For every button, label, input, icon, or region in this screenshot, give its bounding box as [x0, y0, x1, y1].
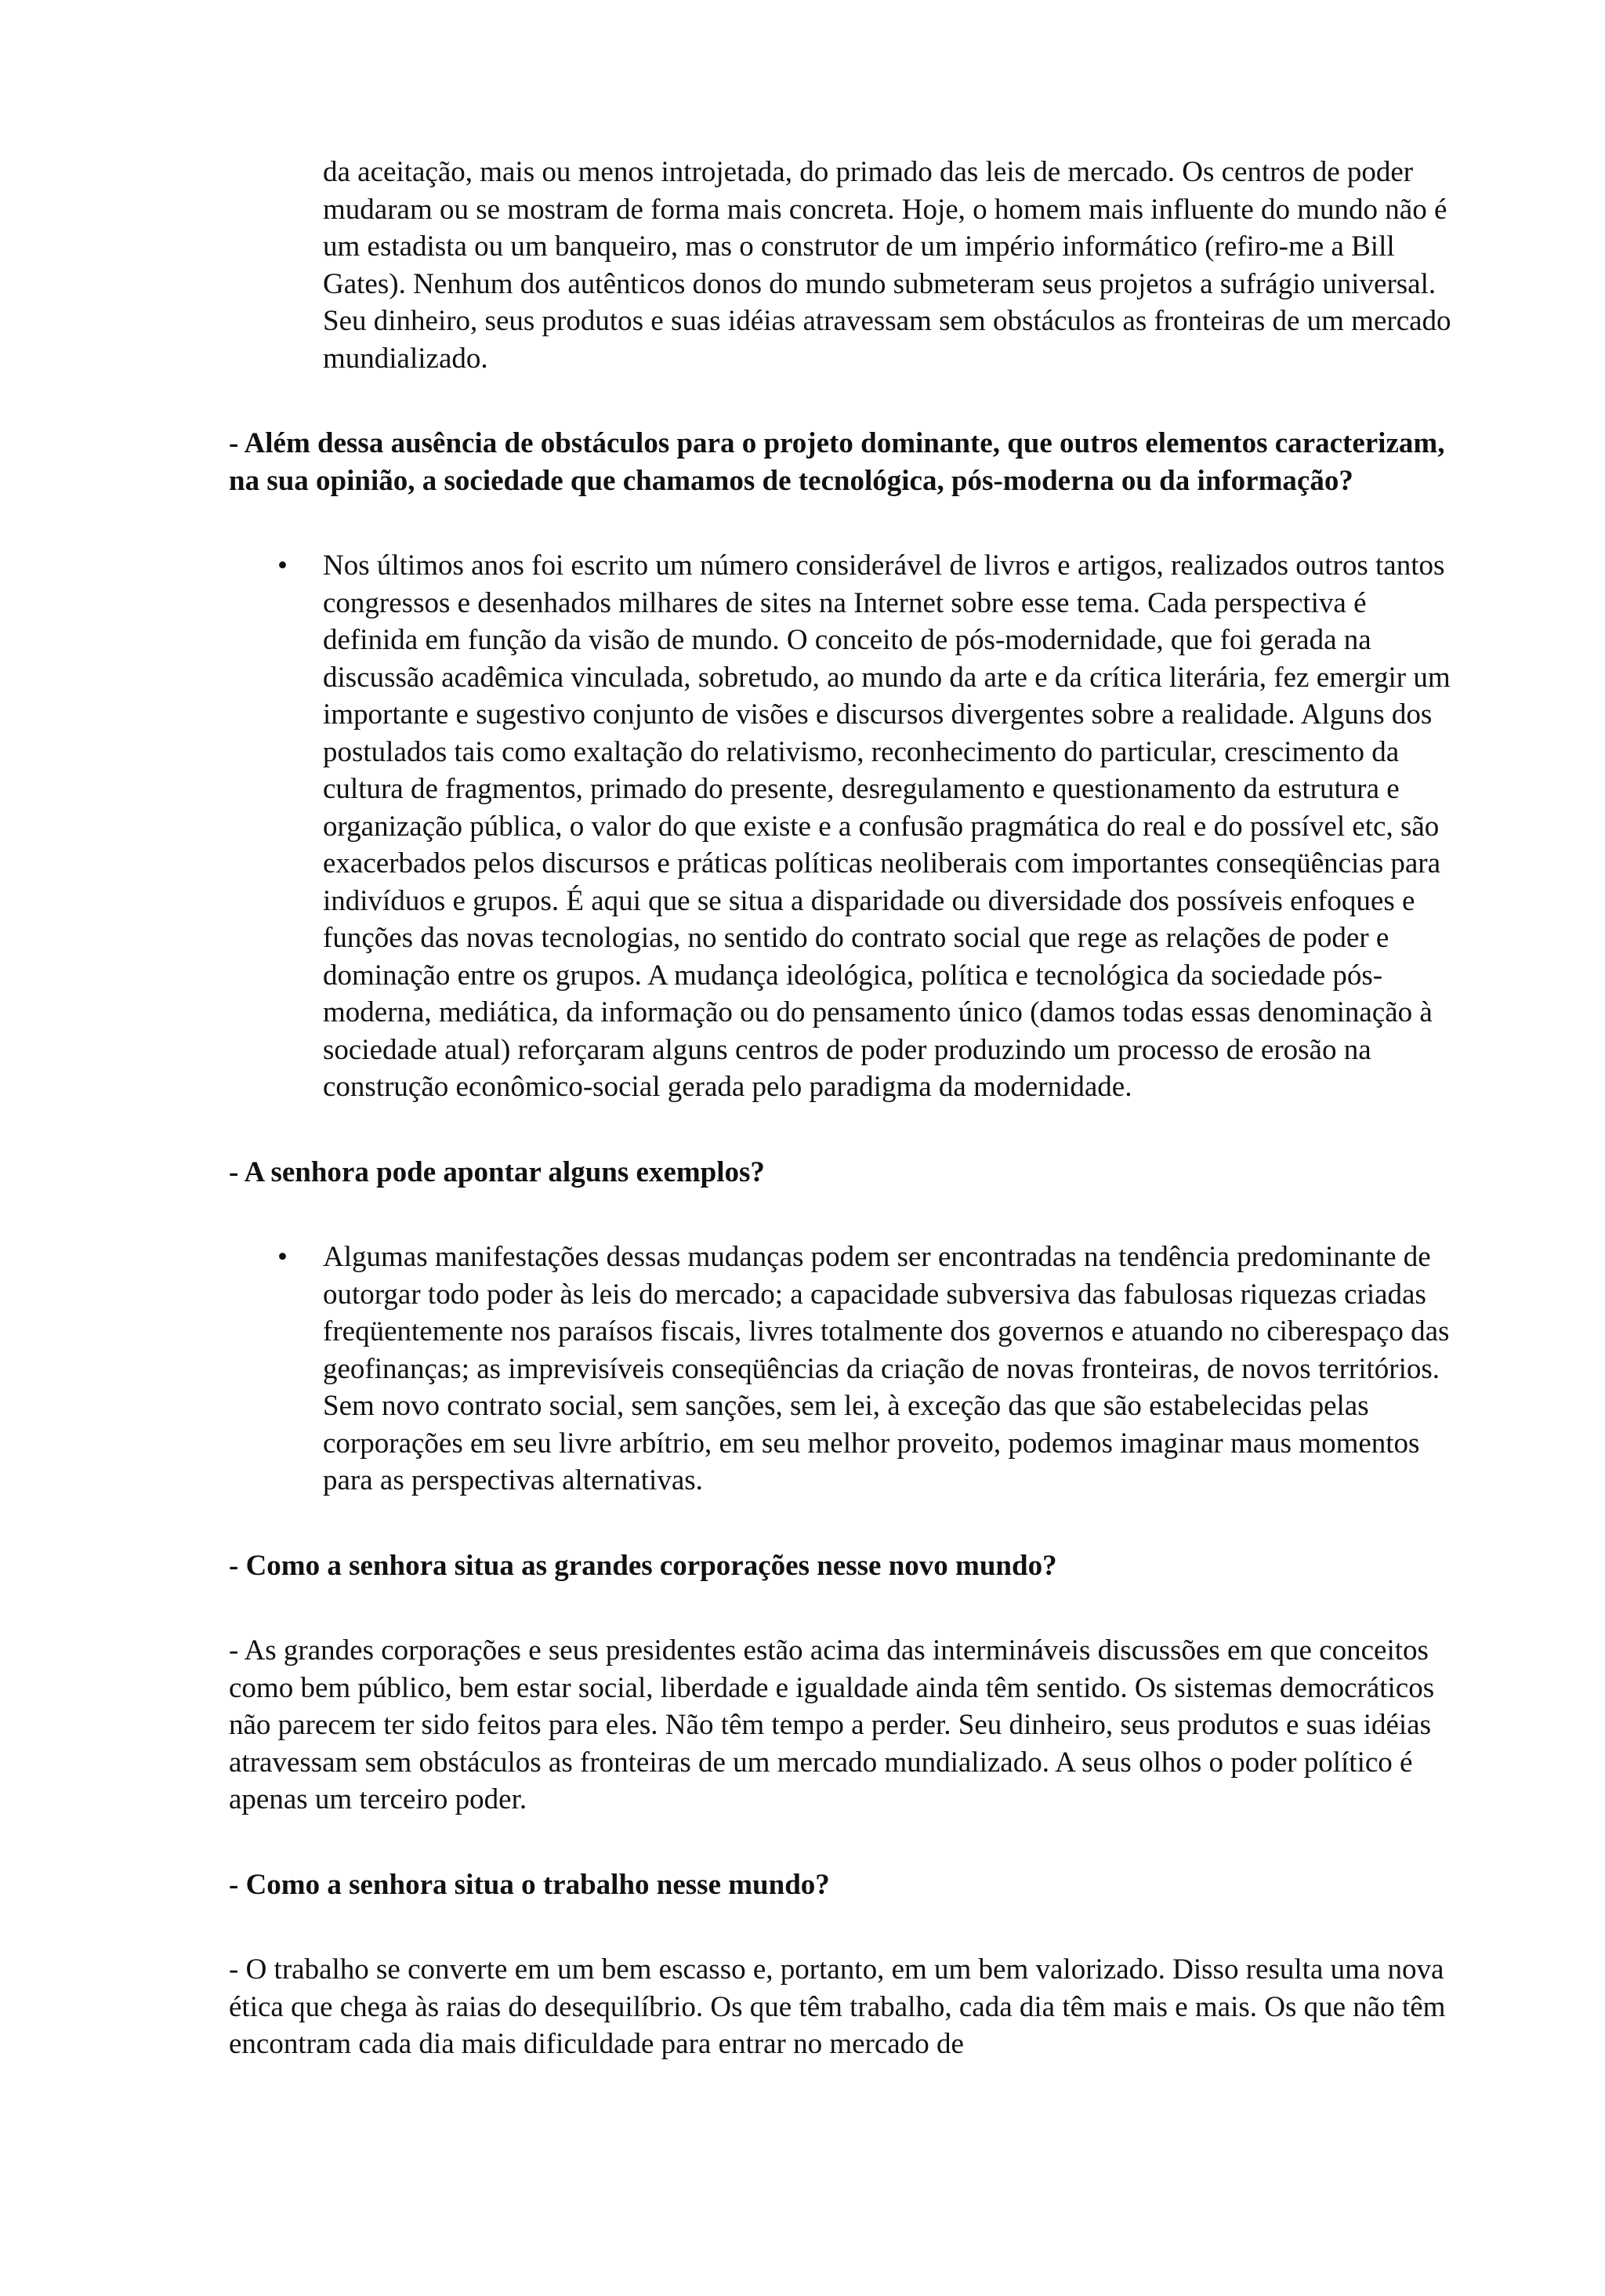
bullet-answer — [229, 547, 1451, 1106]
question-heading: - A senhora pode apontar alguns exemplos? — [229, 1155, 765, 1188]
question-heading: - Como a senhora situa o trabalho nesse mundo? — [229, 1868, 830, 1901]
bullet-answer — [229, 1239, 1451, 1500]
question-heading: - Como a senhora situa as grandes corporações nesse novo mundo? — [229, 1549, 1057, 1582]
answer-paragraph: - O trabalho se converte em um bem escasso e, portanto, em um bem valorizado. Disso resulta uma nova ética que chega às raias do desequilíbrio. Os que têm trabalho, cada dia têm mais e mais. Os que não têm encontram cada dia mais dificuldade para entrar no mercado de — [229, 1953, 1446, 2060]
bullet-icon: • — [277, 1241, 288, 1273]
answer-text: Algumas manifestações dessas mudanças podem ser encontradas na tendência predominante de outorgar todo poder às leis do mercado; a capacidade subversiva das fabulosas riquezas criadas freqüentemente nos paraísos fiscais, livres totalmente dos governos e atuando no ciberespaço das geofinanças; as imprevisíveis conseqüências da criação de novas fronteiras, de novos territórios. Sem novo contrato social, sem sanções, sem lei, à exceção das que são estabelecidas pelas corporações em seu livre arbítrio, em seu melhor proveito, podemos imaginar maus momentos para as perspectivas alternativas. — [323, 1241, 1450, 1496]
document-page — [229, 154, 1451, 2063]
intro-paragraph: da aceitação, mais ou menos introjetada, do primado das leis de mercado. Os centros de poder mudaram ou se mostram de forma mais concreta. Hoje, o homem mais influente do mundo não é um estadista ou um banqueiro, mas o construtor de um império informático (refiro-me a Bill Gates). Nenhum dos autênticos donos do mundo submeteram seus projetos a sufrágio universal. Seu dinheiro, seus produtos e suas idéias atravessam sem obstáculos as fronteiras de um mercado mundializado. — [323, 156, 1451, 375]
answer-text: Nos últimos anos foi escrito um número considerável de livros e artigos, realizados outros tantos congressos e desenhados milhares de sites na Internet sobre esse tema. Cada perspectiva é definida em função da visão de mundo. O conceito de pós-modernidade, que foi gerada na discussão acadêmica vinculada, sobretudo, ao mundo da arte e da crítica literária, fez emergir um importante e sugestivo conjunto de visões e discursos divergentes sobre a realidade. Alguns dos postulados tais como exaltação do relativismo, reconhecimento do particular, crescimento da cultura de fragmentos, primado do presente, desregulamento e questionamento da estrutura e organização pública, o valor do que existe e a confusão pragmática do real e do possível etc, são exacerbados pelos discursos e práticas políticas neoliberais com importantes conseqüências para indivíduos e grupos. É aqui que se situa a disparidade ou diversidade dos possíveis enfoques e funções das novas tecnologias, no sentido do contrato social que rege as relações de poder e dominação entre os grupos. A mudança ideológica, política e tecnológica da sociedade pós-moderna, mediática, da informação ou do pensamento único (damos todas essas denominação à sociedade atual) reforçaram alguns centros de poder produzindo um processo de erosão na construção econômico-social gerada pelo paradigma da modernidade. — [323, 550, 1451, 1103]
question-heading: - Além dessa ausência de obstáculos para o projeto dominante, que outros elementos caracterizam, na sua opinião, a sociedade que chamamos de tecnológica, pós-moderna ou da informação? — [229, 427, 1445, 497]
bullet-icon: • — [277, 550, 288, 582]
answer-paragraph: - As grandes corporações e seus presidentes estão acima das intermináveis discussões em que conceitos como bem público, bem estar social, liberdade e igualdade ainda têm sentido. Os sistemas democráticos não parecem ter sido feitos para eles. Não têm tempo a perder. Seu dinheiro, seus produtos e suas idéias atravessam sem obstáculos as fronteiras de um mercado mundializado. A seus olhos o poder político é apenas um terceiro poder. — [229, 1634, 1435, 1815]
